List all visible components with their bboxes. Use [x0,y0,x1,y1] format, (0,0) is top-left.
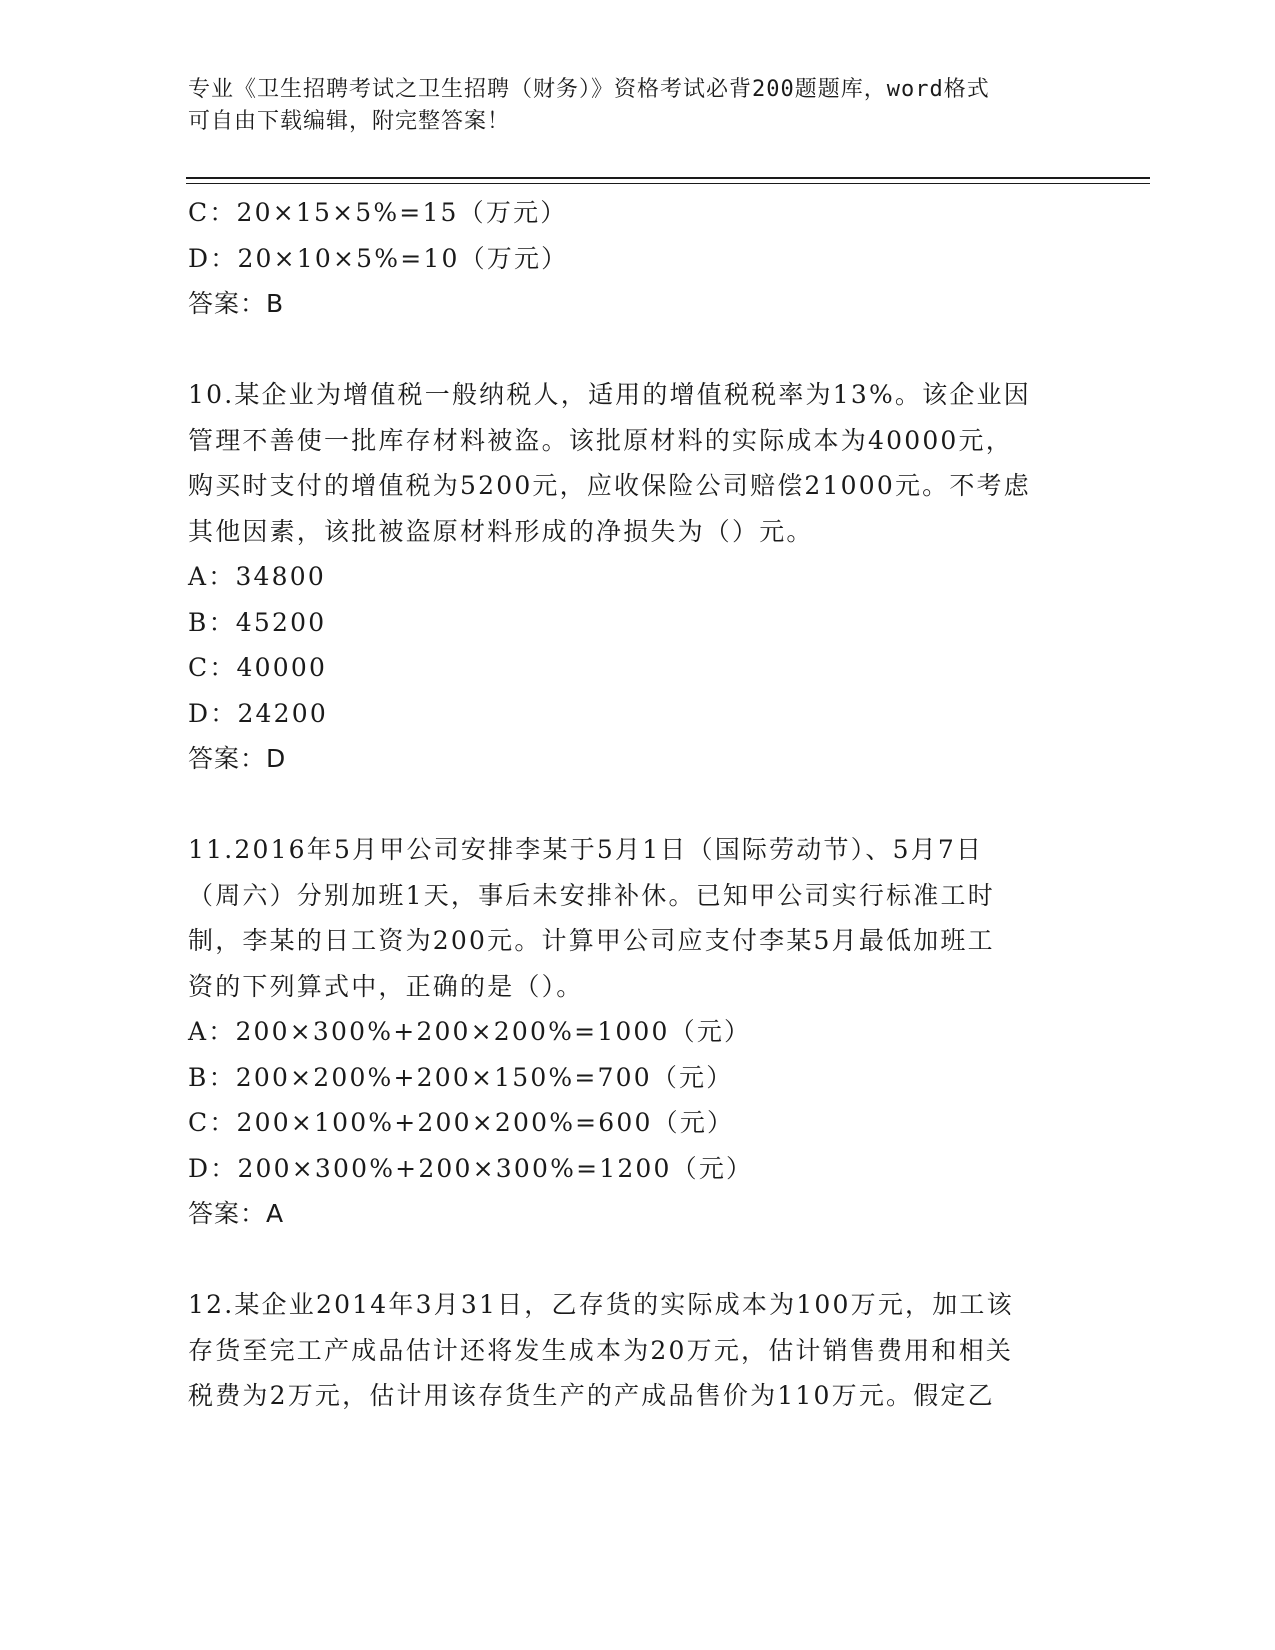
question-stem-line: 税费为2万元，估计用该存货生产的产成品售价为110万元。假定乙 [188,1381,995,1410]
option-c: C：200×100%+200×200%=600（元） [188,1108,735,1137]
question-9-tail [188,190,1088,327]
question-stem-line: 11.2016年5月甲公司安排李某于5月1日（国际劳动节）、5月7日 [188,835,984,864]
question-11 [188,827,1088,1237]
header-rule-thick [186,177,1150,179]
question-stem-line: 存货至完工产成品估计还将发生成本为20万元，估计销售费用和相关 [188,1335,1014,1365]
option-b: B：200×200%+200×150%=700（元） [188,1062,734,1092]
question-stem-line: 购买时支付的增值税为5200元，应收保险公司赔偿21000元。不考虑 [188,471,1031,500]
question-stem-line: 10.某企业为增值税一般纳税人，适用的增值税税率为13%。该企业因 [188,380,1031,409]
question-stem-line: 管理不善使一批库存材料被盗。该批原材料的实际成本为40000元， [188,425,1013,455]
option-d: D：200×300%+200×300%=1200（元） [188,1153,754,1183]
question-stem-line: 制，李某的日工资为200元。计算甲公司应支付李某5月最低加班工 [188,926,995,955]
question-stem-line: 12.某企业2014年3月31日，乙存货的实际成本为100万元，加工该 [188,1290,1014,1319]
option-d: D：20×10×5%=10（万元） [188,243,569,273]
option-c: C：40000 [188,653,328,682]
header-rule-thin [186,183,1150,184]
answer-line: 答案：B [188,289,285,318]
header-line-2: 可自由下载编辑，附完整答案！ [188,109,511,134]
document-header [188,74,1088,138]
option-c: C：20×15×5%=15（万元） [188,198,568,227]
question-stem-line: 资的下列算式中，正确的是（）。 [188,971,584,1001]
option-a: A：200×300%+200×200%=1000（元） [188,1017,752,1046]
answer-line: 答案：A [188,1199,285,1228]
question-stem-line: （周六）分别加班1天，事后未安排补休。已知甲公司实行标准工时 [188,880,995,910]
answer-line: 答案：D [188,744,287,773]
header-line-1: 专业《卫生招聘考试之卫生招聘（财务）》资格考试必背200题题库，word格式 [188,77,990,102]
question-stem-line: 其他因素，该批被盗原材料形成的净损失为（）元。 [188,516,814,546]
option-a: A：34800 [188,562,326,591]
document-body [188,190,1088,1419]
question-10 [188,372,1088,782]
option-b: B：45200 [188,607,327,637]
option-d: D：24200 [188,698,328,728]
question-12 [188,1282,1088,1419]
